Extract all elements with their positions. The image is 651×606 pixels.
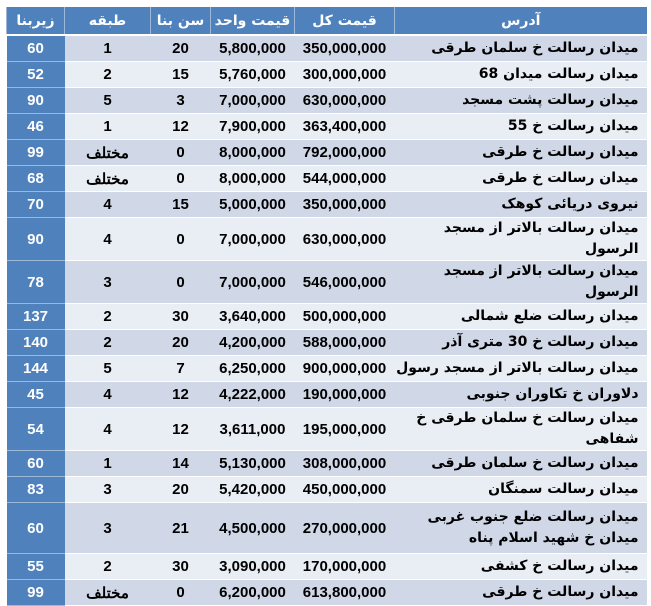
cell-age: 20 <box>151 35 211 62</box>
cell-area: 60 <box>7 503 65 554</box>
cell-area: 46 <box>7 114 65 140</box>
cell-address: نیروی دریائی کوهک <box>395 192 647 218</box>
cell-area: 99 <box>7 140 65 166</box>
table-row <box>7 62 647 88</box>
cell-address: میدان رسالت خ سلمان طرقی <box>395 35 647 62</box>
cell-total-price: 300,000,000 <box>295 62 395 88</box>
cell-floor: 2 <box>65 554 151 580</box>
cell-floor: 1 <box>65 35 151 62</box>
cell-total-price: 500,000,000 <box>295 304 395 330</box>
table-row <box>7 554 647 580</box>
cell-floor: مختلف <box>65 140 151 166</box>
cell-unit-price: 8,000,000 <box>211 166 295 192</box>
cell-total-price: 450,000,000 <box>295 477 395 503</box>
cell-total-price: 792,000,000 <box>295 140 395 166</box>
property-price-table <box>6 7 647 606</box>
cell-floor: 3 <box>65 261 151 304</box>
cell-age: 15 <box>151 62 211 88</box>
cell-floor: 5 <box>65 356 151 382</box>
cell-unit-price: 8,000,000 <box>211 140 295 166</box>
header-unit-price: قیمت واحد <box>211 7 295 35</box>
cell-area: 78 <box>7 261 65 304</box>
cell-floor: 1 <box>65 451 151 477</box>
cell-area: 137 <box>7 304 65 330</box>
cell-age: 12 <box>151 408 211 451</box>
cell-address: میدان رسالت پشت مسجد <box>395 88 647 114</box>
table-row <box>7 382 647 408</box>
cell-address: میدان رسالت بالاتر از مسجد الرسول <box>395 218 647 261</box>
cell-unit-price: 3,090,000 <box>211 554 295 580</box>
cell-address: میدان رسالت بالاتر از مسجد رسول <box>395 356 647 382</box>
cell-total-price: 350,000,000 <box>295 35 395 62</box>
cell-unit-price: 3,611,000 <box>211 408 295 451</box>
cell-total-price: 270,000,000 <box>295 503 395 554</box>
cell-unit-price: 7,000,000 <box>211 88 295 114</box>
cell-area: 83 <box>7 477 65 503</box>
cell-total-price: 588,000,000 <box>295 330 395 356</box>
header-area: زیربنا <box>7 7 65 35</box>
cell-age: 20 <box>151 477 211 503</box>
table-row <box>7 114 647 140</box>
header-age: سن بنا <box>151 7 211 35</box>
table-row <box>7 451 647 477</box>
table-row <box>7 166 647 192</box>
cell-age: 21 <box>151 503 211 554</box>
cell-unit-price: 4,500,000 <box>211 503 295 554</box>
header-floor: طبقه <box>65 7 151 35</box>
cell-total-price: 170,000,000 <box>295 554 395 580</box>
cell-unit-price: 7,900,000 <box>211 114 295 140</box>
cell-unit-price: 6,200,000 <box>211 580 295 606</box>
cell-area: 90 <box>7 88 65 114</box>
table-row <box>7 408 647 451</box>
cell-area: 140 <box>7 330 65 356</box>
cell-age: 7 <box>151 356 211 382</box>
cell-age: 12 <box>151 382 211 408</box>
cell-floor: 4 <box>65 382 151 408</box>
cell-area: 52 <box>7 62 65 88</box>
cell-area: 99 <box>7 580 65 606</box>
cell-area: 45 <box>7 382 65 408</box>
cell-unit-price: 3,640,000 <box>211 304 295 330</box>
cell-unit-price: 5,420,000 <box>211 477 295 503</box>
table-row <box>7 503 647 554</box>
cell-unit-price: 5,130,000 <box>211 451 295 477</box>
cell-area: 60 <box>7 35 65 62</box>
table-body <box>7 35 647 606</box>
cell-floor: 1 <box>65 114 151 140</box>
cell-total-price: 613,800,000 <box>295 580 395 606</box>
cell-age: 0 <box>151 166 211 192</box>
cell-unit-price: 4,222,000 <box>211 382 295 408</box>
cell-address: میدان رسالت میدان 68 <box>395 62 647 88</box>
cell-unit-price: 5,800,000 <box>211 35 295 62</box>
cell-total-price: 350,000,000 <box>295 192 395 218</box>
cell-total-price: 195,000,000 <box>295 408 395 451</box>
cell-floor: 4 <box>65 408 151 451</box>
cell-address: میدان رسالت خ طرقی <box>395 140 647 166</box>
cell-age: 0 <box>151 218 211 261</box>
listing-table-wrapper <box>6 7 646 606</box>
cell-age: 30 <box>151 554 211 580</box>
cell-address: میدان رسالت خ طرقی <box>395 166 647 192</box>
cell-unit-price: 6,250,000 <box>211 356 295 382</box>
cell-area: 70 <box>7 192 65 218</box>
table-row <box>7 218 647 261</box>
table-row <box>7 356 647 382</box>
cell-address: میدان رسالت خ طرقی <box>395 580 647 606</box>
cell-address: میدان رسالت ضلع جنوب غربی میدان خ شهید اسلام پناه <box>395 503 647 554</box>
cell-floor: 3 <box>65 503 151 554</box>
table-row <box>7 304 647 330</box>
cell-age: 14 <box>151 451 211 477</box>
cell-floor: 3 <box>65 477 151 503</box>
table-row <box>7 330 647 356</box>
cell-age: 0 <box>151 580 211 606</box>
cell-area: 60 <box>7 451 65 477</box>
cell-area: 144 <box>7 356 65 382</box>
cell-age: 12 <box>151 114 211 140</box>
table-row <box>7 192 647 218</box>
cell-total-price: 544,000,000 <box>295 166 395 192</box>
table-row <box>7 140 647 166</box>
cell-unit-price: 4,200,000 <box>211 330 295 356</box>
cell-floor: مختلف <box>65 580 151 606</box>
cell-unit-price: 5,760,000 <box>211 62 295 88</box>
cell-area: 54 <box>7 408 65 451</box>
cell-unit-price: 5,000,000 <box>211 192 295 218</box>
cell-age: 3 <box>151 88 211 114</box>
cell-area: 90 <box>7 218 65 261</box>
cell-total-price: 363,400,000 <box>295 114 395 140</box>
cell-age: 30 <box>151 304 211 330</box>
header-total-price: قیمت کل <box>295 7 395 35</box>
cell-unit-price: 7,000,000 <box>211 218 295 261</box>
cell-address: میدان رسالت خ سلمان طرقی خ شفاهی <box>395 408 647 451</box>
cell-age: 0 <box>151 140 211 166</box>
cell-address: میدان رسالت خ 55 <box>395 114 647 140</box>
cell-floor: 5 <box>65 88 151 114</box>
cell-area: 68 <box>7 166 65 192</box>
table-row <box>7 580 647 606</box>
cell-address: میدان رسالت بالاتر از مسجد الرسول <box>395 261 647 304</box>
table-row <box>7 261 647 304</box>
cell-total-price: 546,000,000 <box>295 261 395 304</box>
cell-address: میدان رسالت ضلع شمالی <box>395 304 647 330</box>
cell-unit-price: 7,000,000 <box>211 261 295 304</box>
cell-floor: مختلف <box>65 166 151 192</box>
cell-age: 15 <box>151 192 211 218</box>
cell-floor: 2 <box>65 62 151 88</box>
table-header-row <box>7 7 647 35</box>
cell-total-price: 900,000,000 <box>295 356 395 382</box>
table-row <box>7 477 647 503</box>
cell-address: میدان رسالت خ 30 متری آذر <box>395 330 647 356</box>
table-row <box>7 35 647 62</box>
cell-age: 0 <box>151 261 211 304</box>
cell-address: میدان رسالت سمنگان <box>395 477 647 503</box>
cell-area: 55 <box>7 554 65 580</box>
header-address: آدرس <box>395 7 647 35</box>
cell-total-price: 630,000,000 <box>295 218 395 261</box>
cell-total-price: 308,000,000 <box>295 451 395 477</box>
cell-address: میدان رسالت خ سلمان طرقی <box>395 451 647 477</box>
table-row <box>7 88 647 114</box>
cell-age: 20 <box>151 330 211 356</box>
cell-floor: 2 <box>65 330 151 356</box>
cell-total-price: 190,000,000 <box>295 382 395 408</box>
cell-address: میدان رسالت خ کشفی <box>395 554 647 580</box>
cell-floor: 4 <box>65 218 151 261</box>
cell-address: دلاوران خ تکاوران جنوبی <box>395 382 647 408</box>
cell-floor: 2 <box>65 304 151 330</box>
cell-total-price: 630,000,000 <box>295 88 395 114</box>
cell-floor: 4 <box>65 192 151 218</box>
